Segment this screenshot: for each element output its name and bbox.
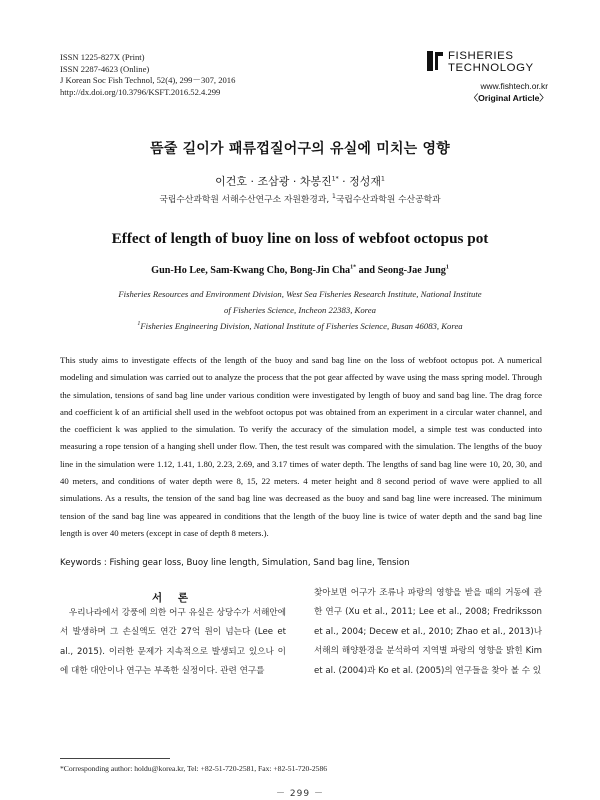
journal-metadata [60, 52, 235, 98]
doi-link[interactable]: http://dx.doi.org/10.3796/KSFT.2016.52.4.299 [60, 86, 221, 97]
logo-line-1: FISHERIES [448, 50, 514, 62]
english-authors: Gun-Ho Lee, Sam-Kwang Cho, Bong-Jin Cha$^{1*}$ and Seong-Jae Jung$^1$ [151, 264, 449, 276]
issn-online: ISSN 2287-4623 (Online) [60, 63, 150, 74]
issn-print: ISSN 1225-827X (Print) [60, 52, 145, 62]
abstract: This study aims to investigate effects of the length of the buoy and sand bag line on the loss of webfoot octopus pot. A numerical modeling and simulation was carried out to analyze the process that the pot gear affected by wave using the mass spring model. Through the simulation, tensions of sand bag line under various condition were investigated by length of buoy and sand bag line. The drag force and coefficient k of an artificial shell used in the webfoot octopus pot was obtained from an experiment in a circular water channel, and the coefficient k was applied to the simulation. To verify the accuracy of the simulation model, a simple test was conducted into measuring a rope tension of a hanging shell under flow. Then, the test result was compared with the simulation. The lengths of the buoy line in the simulation were 1.12, 1.41, 1.80, 2.23, 2.69, and 3.17 times of water depth. The lengths of sand bag line were 10, 20, 30, and 40 meters, and conditions of water depth were 8, 15, 22 meters. 4 meter height and 8 second period of wave were applied to all simulations. As a results, the tension of the sand bag line was decreased as the buoy and sand bag line were increased. The minimum tension of the sand bag line was appeared in conditions that the length of the buoy line is twice of water depth and the sand bag line length is over 40 meters (except in case of depth 8 meters.). [60, 355, 542, 538]
korean-authors: 이건호 · 조삼광 · 차봉진$^{1*}$ · 정성재$^1$ [215, 175, 385, 188]
intro-right-column: 찾아보면 어구가 조류나 파랑의 영향을 받을 때의 거동에 관한 연구 (Xu et al., 2011; Lee et al., 2008; Fredriksson et al., 2004; Decew et al., 2010; Zhao et al., 2013)나 서해의 해양환경을 분석하여 지역별 파랑의 영향을 밝힌 Kim et al. (2004)과 Ko et al. (2005)의 연구들을 찾아 볼 수 있 [314, 588, 542, 676]
article-type: 〈Original Article〉 [469, 92, 548, 103]
section-heading-introduction: 서 론 [152, 592, 194, 604]
logo-line-2: TECHNOLOGY [448, 62, 534, 75]
corresponding-author-footnote: *Corresponding author: holdu@korea.kr, Tel: +82-51-720-2581, Fax: +82-51-720-2586 [60, 764, 328, 773]
journal-logo [426, 50, 548, 104]
affiliation-1-line-2: of Fisheries Science, Incheon 22383, Korea [224, 305, 376, 315]
korean-title: 뜸줄 길이가 패류껍질어구의 유실에 미치는 영향 [150, 141, 450, 157]
page-number: － 299 － [276, 789, 324, 799]
footnote-divider [60, 758, 170, 759]
affiliation-1-line-1: Fisheries Resources and Environment Division, West Sea Fisheries Research Institute, National Institute [118, 289, 482, 299]
english-title: Effect of length of buoy line on loss of webfoot octopus pot [111, 230, 489, 247]
fish-hook-logo-icon [426, 50, 444, 72]
journal-citation: J Korean Soc Fish Technol, 52(4), 299－307, 2016 [60, 75, 236, 86]
journal-website[interactable]: www.fishtech.or.kr [480, 80, 548, 91]
affiliation-2: $^1$Fisheries Engineering Division, National Institute of Fisheries Science, Busan 46083, Korea [137, 321, 463, 331]
korean-affiliations: 국립수산과학원 서해수산연구소 자원환경과, $^1$국립수산과학원 수산공학과 [159, 193, 441, 205]
english-affiliations [60, 286, 540, 334]
keywords: Keywords : Fishing gear loss, Buoy line length, Simulation, Sand bag line, Tension [60, 558, 410, 568]
intro-left-column: 우리나라에서 강풍에 의한 어구 유실은 상당수가 서해안에서 발생하며 그 손실액도 연간 27억 원이 넘는다 (Lee et al., 2015). 이러한 문제가 지속적으로 발생되고 있으나 이에 대한 대안이나 연구는 부족한 실정이다. 관련 연구를 [60, 608, 286, 677]
